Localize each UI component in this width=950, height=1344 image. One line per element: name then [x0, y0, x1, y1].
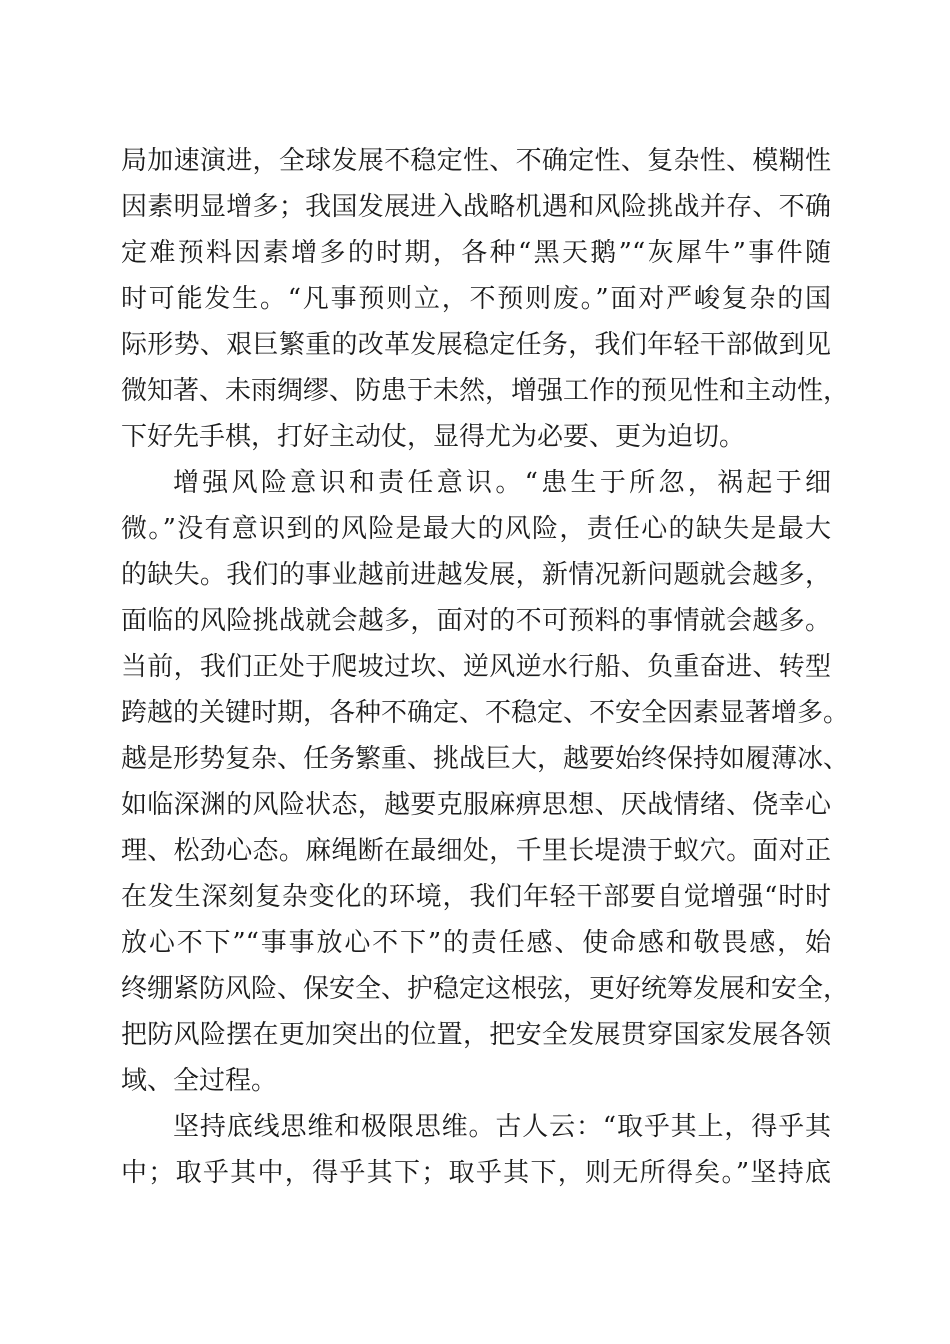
text-line: 在发生深刻复杂变化的环境，我们年轻干部要自觉增强“时时 — [121, 882, 831, 912]
text-line: 因素明显增多；我国发展进入战略机遇和风险挑战并存、不确 — [121, 192, 831, 222]
text-line: 终绷紧防风险、保安全、护稳定这根弦，更好统筹发展和安全， — [121, 974, 850, 1004]
text-line: 时可能发生。“凡事预则立，不预则废。”面对严峻复杂的国 — [121, 284, 831, 314]
text-line: 当前，我们正处于爬坡过坎、逆风逆水行船、负重奋进、转型 — [121, 652, 831, 682]
text-line: 定难预料因素增多的时期，各种“黑天鹅”“灰犀牛”事件随 — [121, 238, 831, 268]
text-line: 越是形势复杂、任务繁重、挑战巨大，越要始终保持如履薄冰、 — [121, 744, 850, 774]
text-line: 理、松劲心态。麻绳断在最细处，千里长堤溃于蚁穴。面对正 — [121, 836, 831, 866]
text-line: 微知著、未雨绸缪、防患于未然，增强工作的预见性和主动性， — [121, 376, 850, 406]
text-line: 跨越的关键时期，各种不确定、不稳定、不安全因素显著增多。 — [121, 698, 850, 728]
text-line: 下好先手棋，打好主动仗，显得尤为必要、更为迫切。 — [121, 422, 746, 452]
text-line: 如临深渊的风险状态，越要克服麻痹思想、厌战情绪、侥幸心 — [121, 790, 831, 820]
text-line: 把防风险摆在更加突出的位置，把安全发展贯穿国家发展各领 — [121, 1020, 831, 1050]
paragraph-first-line: 增强风险意识和责任意识。“患生于所忽，祸起于细 — [173, 468, 831, 498]
text-line: 放心不下”“事事放心不下”的责任感、使命感和敬畏感，始 — [121, 928, 831, 958]
text-line: 面临的风险挑战就会越多，面对的不可预料的事情就会越多。 — [121, 606, 831, 636]
text-line: 域、全过程。 — [121, 1066, 278, 1096]
text-line: 微。”没有意识到的风险是最大的风险，责任心的缺失是最大 — [121, 514, 831, 544]
body-text — [121, 138, 850, 1196]
text-line: 中；取乎其中，得乎其下；取乎其下，则无所得矣。”坚持底 — [121, 1158, 831, 1188]
paragraph-first-line: 坚持底线思维和极限思维。古人云：“取乎其上，得乎其 — [173, 1112, 831, 1142]
text-line: 的缺失。我们的事业越前进越发展，新情况新问题就会越多， — [121, 560, 831, 590]
text-line: 局加速演进，全球发展不稳定性、不确定性、复杂性、模糊性 — [121, 146, 831, 176]
text-line: 际形势、艰巨繁重的改革发展稳定任务，我们年轻干部做到见 — [121, 330, 831, 360]
